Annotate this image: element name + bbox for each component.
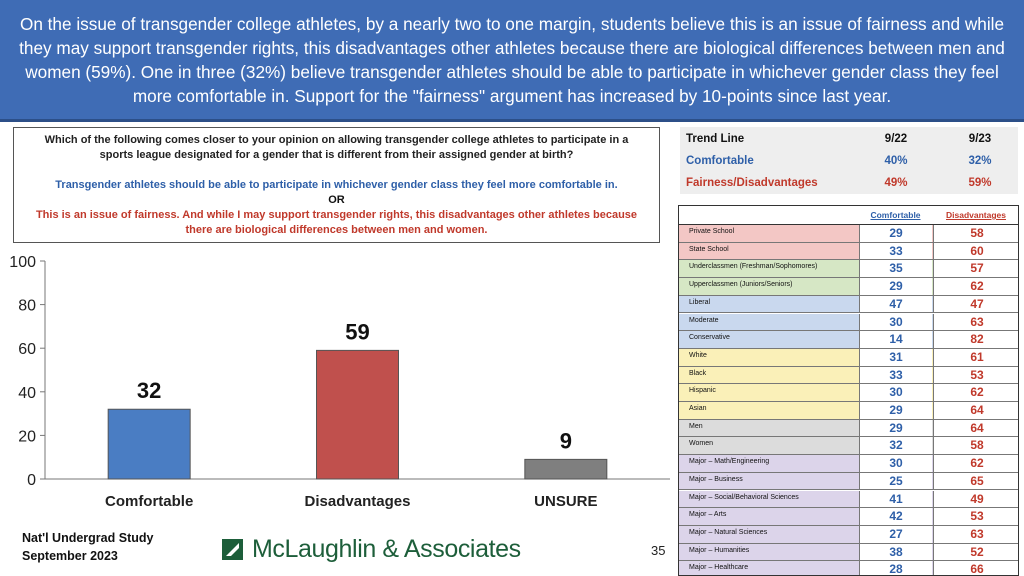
- table-row: [679, 384, 1019, 402]
- subgroup-label: State School: [689, 245, 729, 253]
- trend-label-fairness: Fairness/Disadvantages: [686, 177, 818, 189]
- subgroup-label: Major – Math/Engineering: [689, 458, 770, 466]
- subgroup-comfortable-value: 30: [859, 384, 932, 401]
- subgroup-label: Liberal: [689, 298, 711, 306]
- option-comfortable-text: Transgender athletes should be able to participate in whichever gender class they feel more comfortable in.: [55, 179, 618, 191]
- bar-chart: [0, 248, 672, 520]
- subgroup-disadvantages-value: 66: [933, 561, 1019, 576]
- subgroup-label: Men: [689, 422, 703, 430]
- header-summary-text: On the issue of transgender college athletes, by a nearly two to one margin, students believe this is an issue of fairness and while they may support transgender rights, this disadvantages other athletes because there are biological differences between men and women (59%). One in three (32%) believe transgender athletes should be able to participate in whichever gender class they feel more comfortable in. Support for the "fairness" argument has increased by 10-points since last year.: [19, 13, 1005, 106]
- y-tick-label: 0: [27, 472, 36, 489]
- subgroup-label: Major – Business: [689, 475, 743, 483]
- category-label-comfortable: Comfortable: [104, 493, 194, 510]
- table-row: [679, 561, 1019, 576]
- subgroup-label: Upperclassmen (Juniors/Seniors): [689, 281, 793, 289]
- subgroup-comfortable-value: 33: [859, 243, 932, 260]
- subgroup-disadvantages-value: 53: [933, 367, 1019, 384]
- subgroup-disadvantages-value: 58: [933, 225, 1019, 242]
- question-text: Which of the following comes closer to your opinion on allowing transgender college athletes to participate in a sports league designated for a gender that is different from their assigned gender at birth?: [44, 134, 629, 161]
- subgroup-comfortable-value: 25: [859, 473, 932, 490]
- table-row: [679, 278, 1019, 296]
- subgroup-disadvantages-value: 62: [933, 384, 1019, 401]
- subgroup-disadvantages-value: 65: [933, 473, 1019, 490]
- subgroup-comfortable-value: 29: [859, 420, 932, 437]
- subgroup-comfortable-value: 30: [859, 314, 932, 331]
- subgroup-comfortable-value: 42: [859, 508, 932, 525]
- table-row: [679, 508, 1019, 526]
- subgroup-disadvantages-value: 52: [933, 544, 1019, 561]
- trend-header-prior: 9/22: [884, 133, 908, 145]
- y-tick-label: 60: [18, 341, 36, 359]
- subgroup-disadvantages-value: 62: [933, 455, 1019, 472]
- table-row: [679, 260, 1019, 278]
- subgroup-comfortable-value: 29: [859, 402, 932, 419]
- subgroup-disadvantages-value: 60: [933, 243, 1019, 260]
- subgroup-comfortable-value: 38: [859, 544, 932, 561]
- subgroup-disadvantages-value: 53: [933, 508, 1019, 525]
- table-row: [679, 225, 1019, 243]
- subgroup-comfortable-value: 33: [859, 367, 932, 384]
- question-box: [13, 127, 660, 243]
- subgroup-label: Moderate: [689, 316, 719, 324]
- subgroup-disadvantages-value: 57: [933, 260, 1019, 277]
- subgroup-disadvantages-value: 58: [933, 437, 1019, 454]
- subgroup-disadvantages-value: 47: [933, 296, 1019, 313]
- subgroup-disadvantages-value: 63: [933, 526, 1019, 543]
- trend-row-fairness: [680, 173, 1018, 195]
- study-name: Nat'l Undergrad Study: [22, 531, 154, 545]
- bar-disadvantages: [317, 350, 399, 479]
- subgroup-label: Women: [689, 440, 713, 448]
- subgroup-label: Major – Natural Sciences: [689, 528, 768, 536]
- subgroup-disadvantages-value: 63: [933, 314, 1019, 331]
- subgroup-label: Black: [689, 369, 707, 377]
- table-row: [679, 473, 1019, 491]
- table-row: [679, 296, 1019, 314]
- table-row: [679, 544, 1019, 562]
- trend-fairness-current: 59%: [968, 177, 992, 189]
- subgroup-header-row: [679, 206, 1019, 225]
- trend-table: [680, 127, 1018, 194]
- y-tick-label: 40: [18, 384, 36, 402]
- subgroup-comfortable-value: 32: [859, 437, 932, 454]
- table-row: [679, 331, 1019, 349]
- table-row: [679, 367, 1019, 385]
- table-row: [679, 349, 1019, 367]
- subgroup-disadvantages-value: 49: [933, 491, 1019, 508]
- data-label-disadvantages: 59: [345, 319, 370, 345]
- option-fairness-text: This is an issue of fairness. And while I may support transgender rights, this disadvantages other athletes because there are biological differences between men and women.: [35, 209, 638, 236]
- subgroup-label: Private School: [689, 228, 735, 235]
- subgroup-comfortable-value: 29: [859, 278, 932, 295]
- subgroup-header-disadvantages: Disadvantages: [946, 210, 1006, 220]
- table-row: [679, 420, 1019, 438]
- trend-fairness-prior: 49%: [884, 177, 908, 189]
- subgroup-comfortable-value: 41: [859, 491, 932, 508]
- subgroup-label: Conservative: [689, 334, 730, 342]
- data-label-unsure: 9: [559, 428, 572, 454]
- study-date: September 2023: [22, 549, 118, 563]
- y-tick-label: 20: [18, 428, 36, 446]
- subgroup-disadvantages-value: 64: [933, 402, 1019, 419]
- table-row: [679, 402, 1019, 420]
- logo-mark-icon: [222, 539, 243, 560]
- y-tick-label: 100: [9, 254, 36, 271]
- subgroup-comfortable-value: 27: [859, 526, 932, 543]
- subgroup-disadvantages-value: 82: [933, 331, 1019, 348]
- trend-comfortable-current: 32%: [968, 155, 992, 167]
- subgroup-comfortable-value: 30: [859, 455, 932, 472]
- table-row: [679, 526, 1019, 544]
- trend-label-comfortable: Comfortable: [686, 155, 754, 167]
- subgroup-label: Major – Arts: [689, 511, 727, 519]
- table-row: [679, 437, 1019, 455]
- trend-header-row: [680, 129, 1018, 151]
- category-label-disadvantages: Disadvantages: [304, 493, 411, 510]
- subgroup-label: Major – Humanities: [689, 546, 750, 554]
- subgroup-label: Asian: [689, 405, 707, 412]
- company-logo: [222, 535, 521, 564]
- subgroup-comfortable-value: 47: [859, 296, 932, 313]
- subgroup-disadvantages-value: 61: [933, 349, 1019, 366]
- trend-header-current: 9/23: [968, 133, 992, 145]
- subgroup-disadvantages-value: 62: [933, 278, 1019, 295]
- logo-text: McLaughlin & Associates: [252, 535, 521, 563]
- subgroup-comfortable-value: 28: [859, 561, 932, 576]
- trend-header-label: Trend Line: [686, 133, 745, 145]
- subgroup-comfortable-value: 14: [859, 331, 932, 348]
- subgroup-label: White: [689, 351, 707, 359]
- subgroup-label: Major – Healthcare: [689, 564, 749, 572]
- subgroup-comfortable-value: 29: [859, 225, 932, 242]
- study-info: [22, 529, 153, 565]
- trend-row-comfortable: [680, 151, 1018, 173]
- table-row: [679, 455, 1019, 473]
- subgroup-header-comfortable: Comfortable: [870, 210, 921, 220]
- subgroup-comfortable-value: 35: [859, 260, 932, 277]
- subgroup-comfortable-value: 31: [859, 349, 932, 366]
- bar-chart-svg: [0, 248, 672, 520]
- table-row: [679, 314, 1019, 332]
- subgroup-label: Underclassmen (Freshman/Sophomores): [689, 263, 818, 271]
- category-label-unsure: UNSURE: [534, 493, 598, 510]
- table-row: [679, 243, 1019, 261]
- table-row: [679, 491, 1019, 509]
- trend-comfortable-prior: 40%: [884, 155, 908, 167]
- y-tick-label: 80: [18, 297, 36, 315]
- subgroup-table: [678, 205, 1019, 576]
- header-banner: [0, 0, 1024, 122]
- page-number: 35: [651, 543, 666, 558]
- bar-comfortable: [108, 409, 190, 479]
- bar-unsure: [525, 459, 607, 479]
- subgroup-disadvantages-value: 64: [933, 420, 1019, 437]
- subgroup-label: Hispanic: [689, 387, 716, 395]
- data-label-comfortable: 32: [136, 378, 162, 404]
- or-text: OR: [328, 194, 345, 206]
- subgroup-label: Major – Social/Behavioral Sciences: [689, 493, 799, 501]
